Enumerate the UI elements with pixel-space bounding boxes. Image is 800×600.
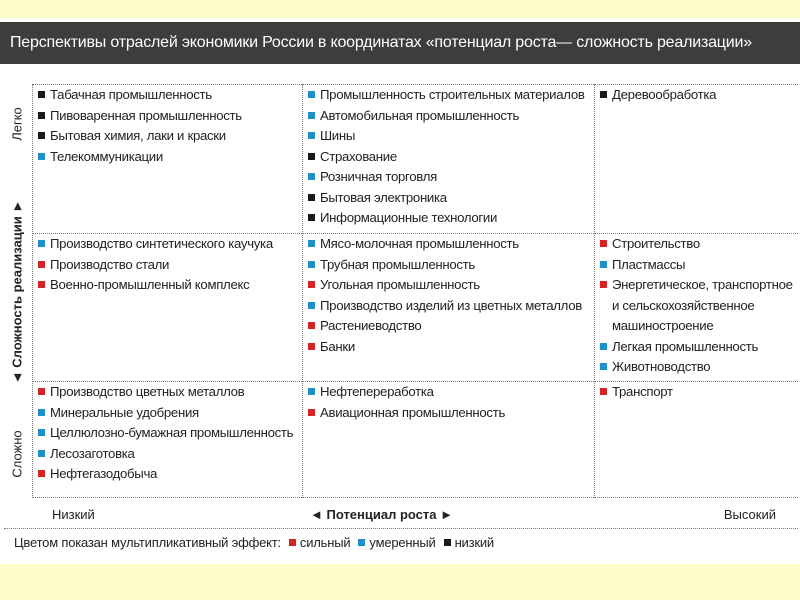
effect-moderate-marker xyxy=(38,153,45,160)
industry-item xyxy=(38,444,302,465)
effect-strong-marker xyxy=(600,240,607,247)
effect-low-marker xyxy=(38,91,45,98)
y-axis-easy-label: Легко xyxy=(9,107,25,141)
diagram-title: Перспективы отраслей экономики России в координатах «потенциал роста— сложность реализации» xyxy=(0,22,800,64)
industry-item xyxy=(308,316,594,337)
matrix-cell-mid-mid xyxy=(302,234,594,382)
matrix-cell-mid-low xyxy=(32,234,302,382)
effect-low-marker xyxy=(308,214,315,221)
industry-item xyxy=(308,126,594,147)
effect-moderate-marker xyxy=(600,261,607,268)
industry-label: Угольная промышленность xyxy=(320,277,480,292)
x-axis-title: ◄ Потенциал роста ► xyxy=(310,507,453,522)
industry-item xyxy=(38,126,302,147)
industry-item xyxy=(308,234,594,255)
industry-item xyxy=(38,106,302,127)
industry-label: Бытовая химия, лаки и краски xyxy=(50,128,226,143)
industry-item xyxy=(38,234,302,255)
effect-moderate-marker xyxy=(38,429,45,436)
effect-strong-marker xyxy=(308,409,315,416)
industry-label: Строительство xyxy=(612,236,700,251)
legend-divider xyxy=(4,528,798,529)
effect-moderate-marker xyxy=(600,343,607,350)
effect-moderate-marker xyxy=(308,173,315,180)
effect-low-marker xyxy=(38,112,45,119)
industry-item xyxy=(308,296,594,317)
matrix-cell-hard-low xyxy=(32,382,302,498)
legend-strong-label: сильный xyxy=(299,535,351,550)
industry-label: Производство стали xyxy=(50,256,170,272)
industry-item xyxy=(308,106,594,127)
matrix-cell-easy-high xyxy=(594,85,798,234)
y-axis xyxy=(4,84,30,498)
industry-label: Розничная торговля xyxy=(320,169,437,184)
matrix-grid xyxy=(32,84,798,498)
y-axis-hard-label: Сложно xyxy=(9,430,25,478)
industry-item xyxy=(308,275,594,296)
industry-label: Минеральные удобрения xyxy=(50,404,199,420)
industry-label: Лесозаготовка xyxy=(50,445,135,461)
industry-item xyxy=(38,275,302,296)
industry-label: Целлюлозно-бумажная промышленность xyxy=(50,425,294,440)
industry-label: Пластмассы xyxy=(612,256,686,272)
industry-item xyxy=(308,147,594,168)
effect-moderate-marker xyxy=(308,132,315,139)
industry-label: Производство изделий из цветных металлов xyxy=(320,297,582,313)
industry-item xyxy=(600,357,798,378)
industry-item xyxy=(308,188,594,209)
x-axis xyxy=(32,503,798,525)
legend-moderate-label: умеренный xyxy=(369,535,436,550)
industry-item xyxy=(38,85,302,106)
industry-item xyxy=(38,464,302,485)
industry-item xyxy=(308,85,594,106)
effect-strong-marker xyxy=(308,322,315,329)
legend-low-label: низкий xyxy=(454,535,494,550)
industry-label: Шины xyxy=(320,128,356,143)
industry-item xyxy=(308,255,594,276)
matrix-cell-mid-high xyxy=(594,234,798,382)
industry-item xyxy=(38,423,302,444)
industry-label: Транспорт xyxy=(612,384,673,399)
industry-item xyxy=(600,382,798,403)
industry-label: Производство цветных металлов xyxy=(50,384,245,399)
industry-label: Банки xyxy=(320,338,355,354)
industry-label: Промышленность строительных материалов xyxy=(320,87,585,102)
industry-item xyxy=(308,167,594,188)
matrix-cell-hard-high xyxy=(594,382,798,498)
industry-item xyxy=(38,255,302,276)
x-axis-high-label: Высокий xyxy=(723,507,776,522)
industry-label: Растениеводство xyxy=(320,318,422,333)
effect-strong-marker xyxy=(600,388,607,395)
industry-item xyxy=(600,255,798,276)
effect-moderate-marker xyxy=(308,302,315,309)
low-effect-swatch xyxy=(444,539,451,546)
moderate-effect-swatch xyxy=(358,539,365,546)
matrix-cell-easy-mid xyxy=(302,85,594,234)
legend xyxy=(14,535,494,550)
industry-label: Авиационная промышленность xyxy=(320,404,506,420)
effect-low-marker xyxy=(308,153,315,160)
effect-moderate-marker xyxy=(308,388,315,395)
industry-label: Энергетическое, транспортное и сельскохозяйственное машиностроение xyxy=(612,277,793,333)
effect-moderate-marker xyxy=(600,363,607,370)
industry-item xyxy=(38,403,302,424)
effect-strong-marker xyxy=(308,281,315,288)
matrix-cell-easy-low xyxy=(32,85,302,234)
industry-label: Страхование xyxy=(320,148,397,164)
effect-moderate-marker xyxy=(308,112,315,119)
effect-moderate-marker xyxy=(38,450,45,457)
strong-effect-swatch xyxy=(289,539,296,546)
industry-label: Бытовая электроника xyxy=(320,189,447,205)
effect-moderate-marker xyxy=(38,409,45,416)
industry-label: Трубная промышленность xyxy=(320,256,475,272)
industry-label: Табачная промышленность xyxy=(50,87,212,102)
industry-item xyxy=(38,382,302,403)
industry-label: Военно-промышленный комплекс xyxy=(50,277,250,292)
industry-label: Производство синтетического каучука xyxy=(50,236,273,251)
effect-strong-marker xyxy=(38,388,45,395)
effect-strong-marker xyxy=(308,343,315,350)
x-axis-low-label: Низкий xyxy=(52,507,95,522)
effect-low-marker xyxy=(38,132,45,139)
industry-label: Легкая промышленность xyxy=(612,338,759,354)
industry-item xyxy=(308,208,594,229)
industry-item xyxy=(308,337,594,358)
industry-item xyxy=(600,234,798,255)
effect-strong-marker xyxy=(38,470,45,477)
industry-label: Телекоммуникации xyxy=(50,148,163,164)
y-axis-title: ◄ Сложность реализации ► xyxy=(9,199,25,385)
industry-item xyxy=(600,275,798,337)
effect-moderate-marker xyxy=(38,240,45,247)
industry-label: Автомобильная промышленность xyxy=(320,107,520,123)
industry-item xyxy=(308,382,594,403)
effect-low-marker xyxy=(308,194,315,201)
effect-strong-marker xyxy=(38,261,45,268)
industry-item xyxy=(308,403,594,424)
industry-item xyxy=(38,147,302,168)
effect-low-marker xyxy=(600,91,607,98)
industry-label: Пивоваренная промышленность xyxy=(50,107,242,123)
industry-item xyxy=(600,337,798,358)
effect-moderate-marker xyxy=(308,261,315,268)
industry-label: Нефтегазодобыча xyxy=(50,466,158,481)
effect-strong-marker xyxy=(38,281,45,288)
effect-strong-marker xyxy=(600,281,607,288)
effect-moderate-marker xyxy=(308,240,315,247)
industry-label: Нефтепереработка xyxy=(320,384,434,399)
industry-label: Мясо-молочная промышленность xyxy=(320,236,519,251)
industry-label: Животноводство xyxy=(612,359,711,374)
industry-label: Информационные технологии xyxy=(320,210,498,225)
matrix-cell-hard-mid xyxy=(302,382,594,498)
legend-prefix: Цветом показан мультипликативный эффект: xyxy=(14,535,281,550)
industry-label: Деревообработка xyxy=(612,87,717,102)
industry-item xyxy=(600,85,798,106)
effect-moderate-marker xyxy=(308,91,315,98)
